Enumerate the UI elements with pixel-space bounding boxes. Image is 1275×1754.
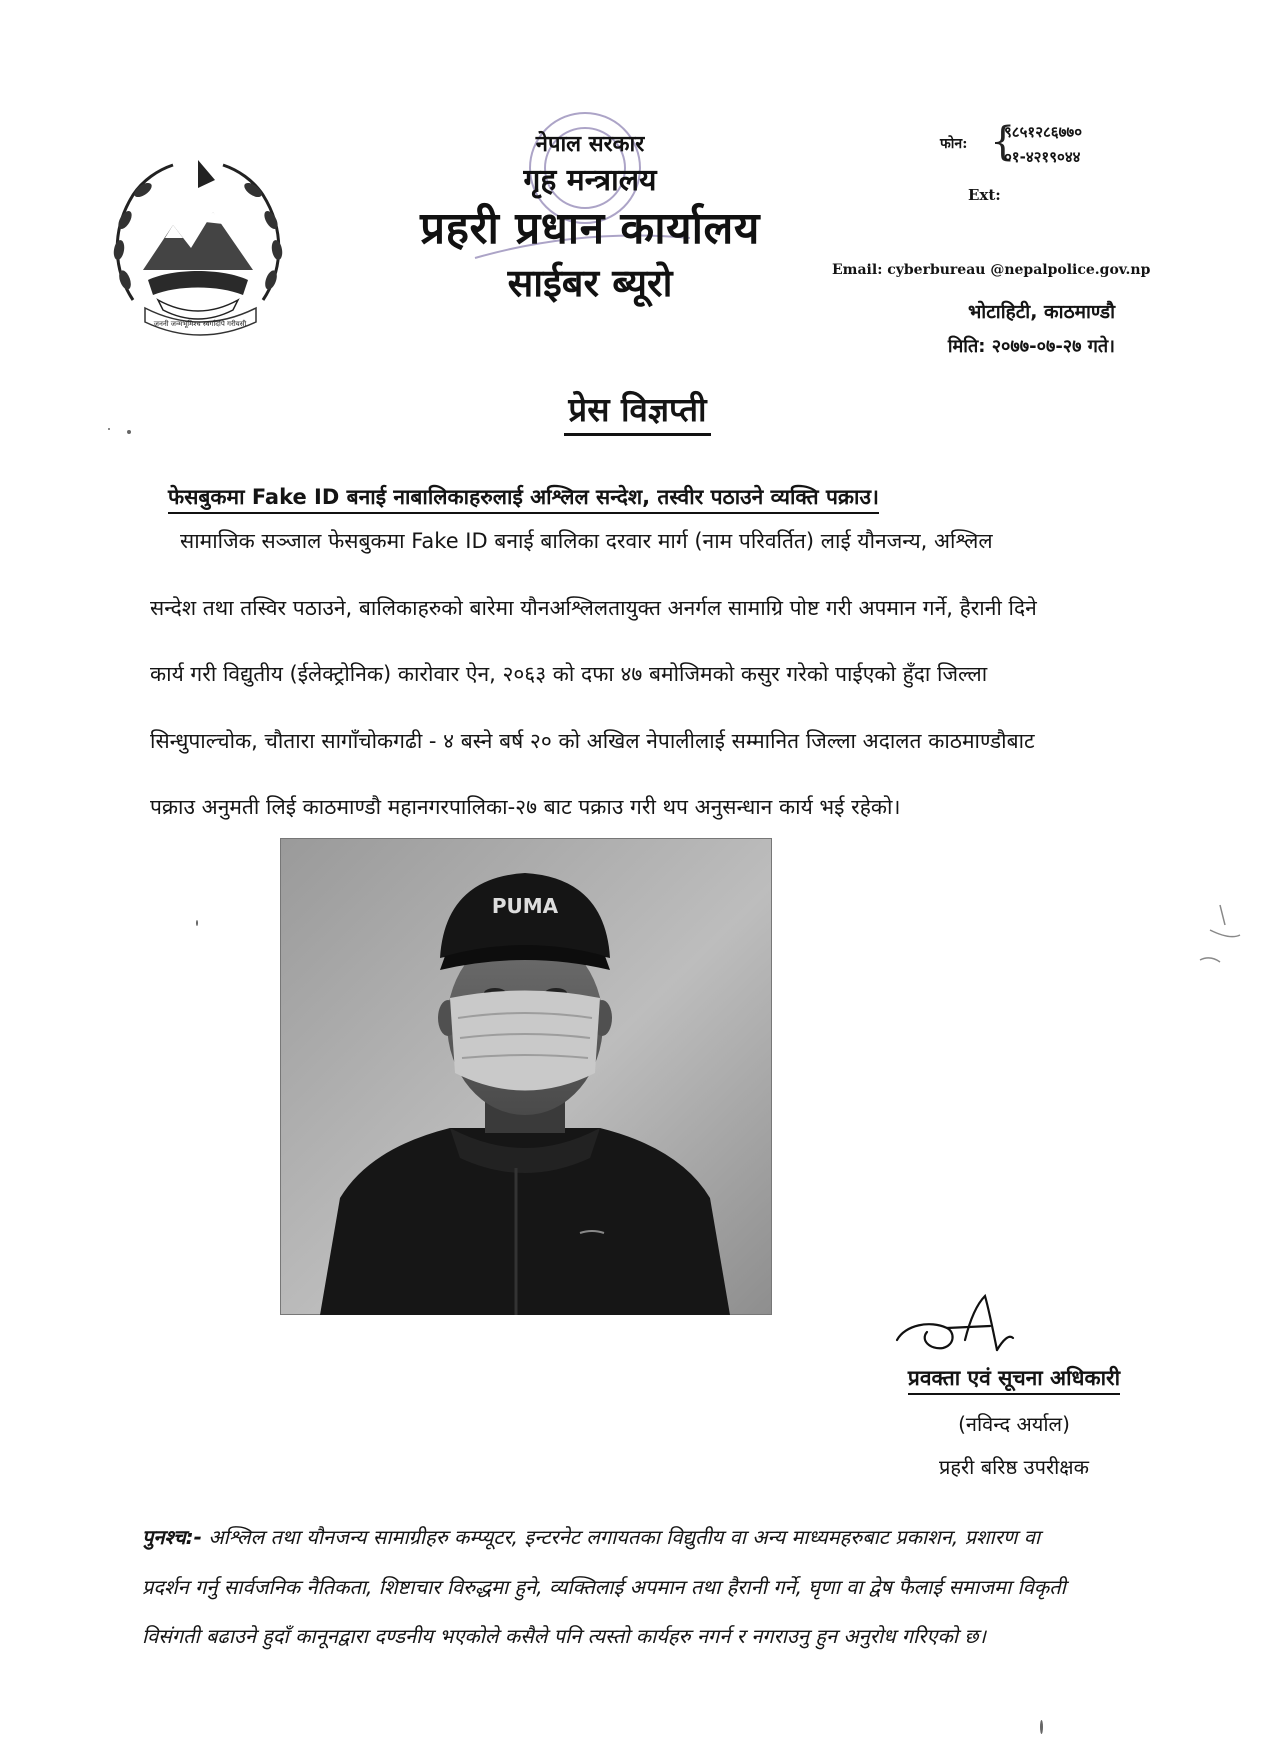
- email-address: Email: cyberbureau @nepalpolice.gov.np: [832, 262, 1151, 278]
- signatory-title-text: प्रवक्ता एवं सूचना अधिकारी: [908, 1366, 1120, 1395]
- signatory-name: (नविन्द अर्याल): [958, 1412, 1070, 1436]
- body-line: सन्देश तथा तस्विर पठाउने, बालिकाहरुको बारेमा यौनअश्लिलतायुक्त अनर्गल सामाग्रि पोष्ट गरी अपमान गर्ने, हैरानी दिने: [150, 596, 1037, 620]
- phone-number-1: ९८५१२८६७७०: [1004, 123, 1083, 141]
- body-line: कार्य गरी विद्युतीय (ईलेक्ट्रोनिक) कारोवार ऐन, २०६३ को दफा ४७ बमोजिमको कसुर गरेको पाईएको हुँदा जिल्ला: [150, 662, 988, 686]
- body-line: सामाजिक सञ्जाल फेसबुकमा Fake ID बनाई बालिका दरवार मार्ग (नाम परिवर्तित) लाई यौनजन्य, अश्लिल: [180, 529, 993, 553]
- body-line: सिन्धुपाल्चोक, चौतारा सागाँचोकगढी - ४ बस्ने बर्ष २० को अखिल नेपालीलाई सम्मानित जिल्ला अदालत काठमाण्डौबाट: [150, 729, 1035, 753]
- postscript-line-1: [142, 1523, 1040, 1550]
- handwritten-signature: [885, 1290, 1055, 1365]
- signatory-title: [868, 1364, 1160, 1392]
- scan-speck: [127, 430, 131, 434]
- postscript-label: पुनश्च:-: [142, 1525, 202, 1549]
- postscript-text-1: अश्लिल तथा यौनजन्य सामाग्रीहरु कम्प्यूटर, इन्टरनेट लगायतका विद्युतीय वा अन्य माध्यमहरुबाट प्रकाशन, प्रशारण वा: [201, 1525, 1041, 1549]
- cap-logo-text: PUMA: [491, 894, 559, 918]
- document-date: मिति: २०७७-०७-२७ गते।: [947, 336, 1115, 357]
- phone-number-2: ०१-४२१९०४४: [1004, 148, 1081, 166]
- scan-speck: [196, 920, 198, 926]
- phone-brace: {: [990, 119, 1016, 165]
- office-name: प्रहरी प्रधान कार्यालय: [420, 203, 760, 254]
- bureau-name: साईबर ब्यूरो: [507, 261, 673, 305]
- body-line: पक्राउ अनुमती लिई काठमाण्डौ महानगरपालिका-२७ बाट पक्राउ गरी थप अनुसन्धान कार्य भई रहेको।: [150, 795, 901, 819]
- scan-mark: [1180, 900, 1250, 980]
- scan-speck: [108, 428, 110, 430]
- extension-label: Ext:: [968, 186, 1001, 204]
- headline: [168, 483, 879, 511]
- signatory-rank: प्रहरी बरिष्ठ उपरीक्षक: [938, 1455, 1089, 1479]
- scan-speck: [1040, 1720, 1043, 1734]
- office-address: भोटाहिटी, काठमाण्डौ: [967, 301, 1115, 323]
- headline-text: फेसबुकमा Fake ID बनाई नाबालिकाहरुलाई अश्लिल सन्देश, तस्वीर पठाउने व्यक्ति पक्राउ।: [168, 485, 879, 514]
- emblem-motto-ribbon: [143, 300, 258, 340]
- phone-label: फोन:: [940, 136, 968, 152]
- suspect-photo: [280, 838, 772, 1315]
- press-release-title-text: प्रेस विज्ञप्ती: [564, 390, 710, 436]
- ministry-name: गृह मन्त्रालय: [523, 163, 657, 198]
- postscript-line-3: विसंगती बढाउने हुदाँ कानूनद्वारा दण्डनीय भएकोले कसैले पनि त्यस्तो कार्यहरु नगर्न र नगराउनु हुन अनुरोध गरिएको छ।: [142, 1624, 986, 1648]
- press-release-title: [0, 386, 1275, 431]
- government-name: नेपाल सरकार: [535, 132, 645, 157]
- emblem-motto: जननी जन्मभूमिश्च स्वर्गादपि गरीयसी: [153, 320, 247, 328]
- postscript-line-2: प्रदर्शन गर्नु सार्वजनिक नैतिकता, शिष्टाचार विरुद्धमा हुने, व्यक्तिलाई अपमान तथा हैरानी गर्ने, घृणा वा द्वेष फैलाई समाजमा विकृती: [142, 1575, 1066, 1599]
